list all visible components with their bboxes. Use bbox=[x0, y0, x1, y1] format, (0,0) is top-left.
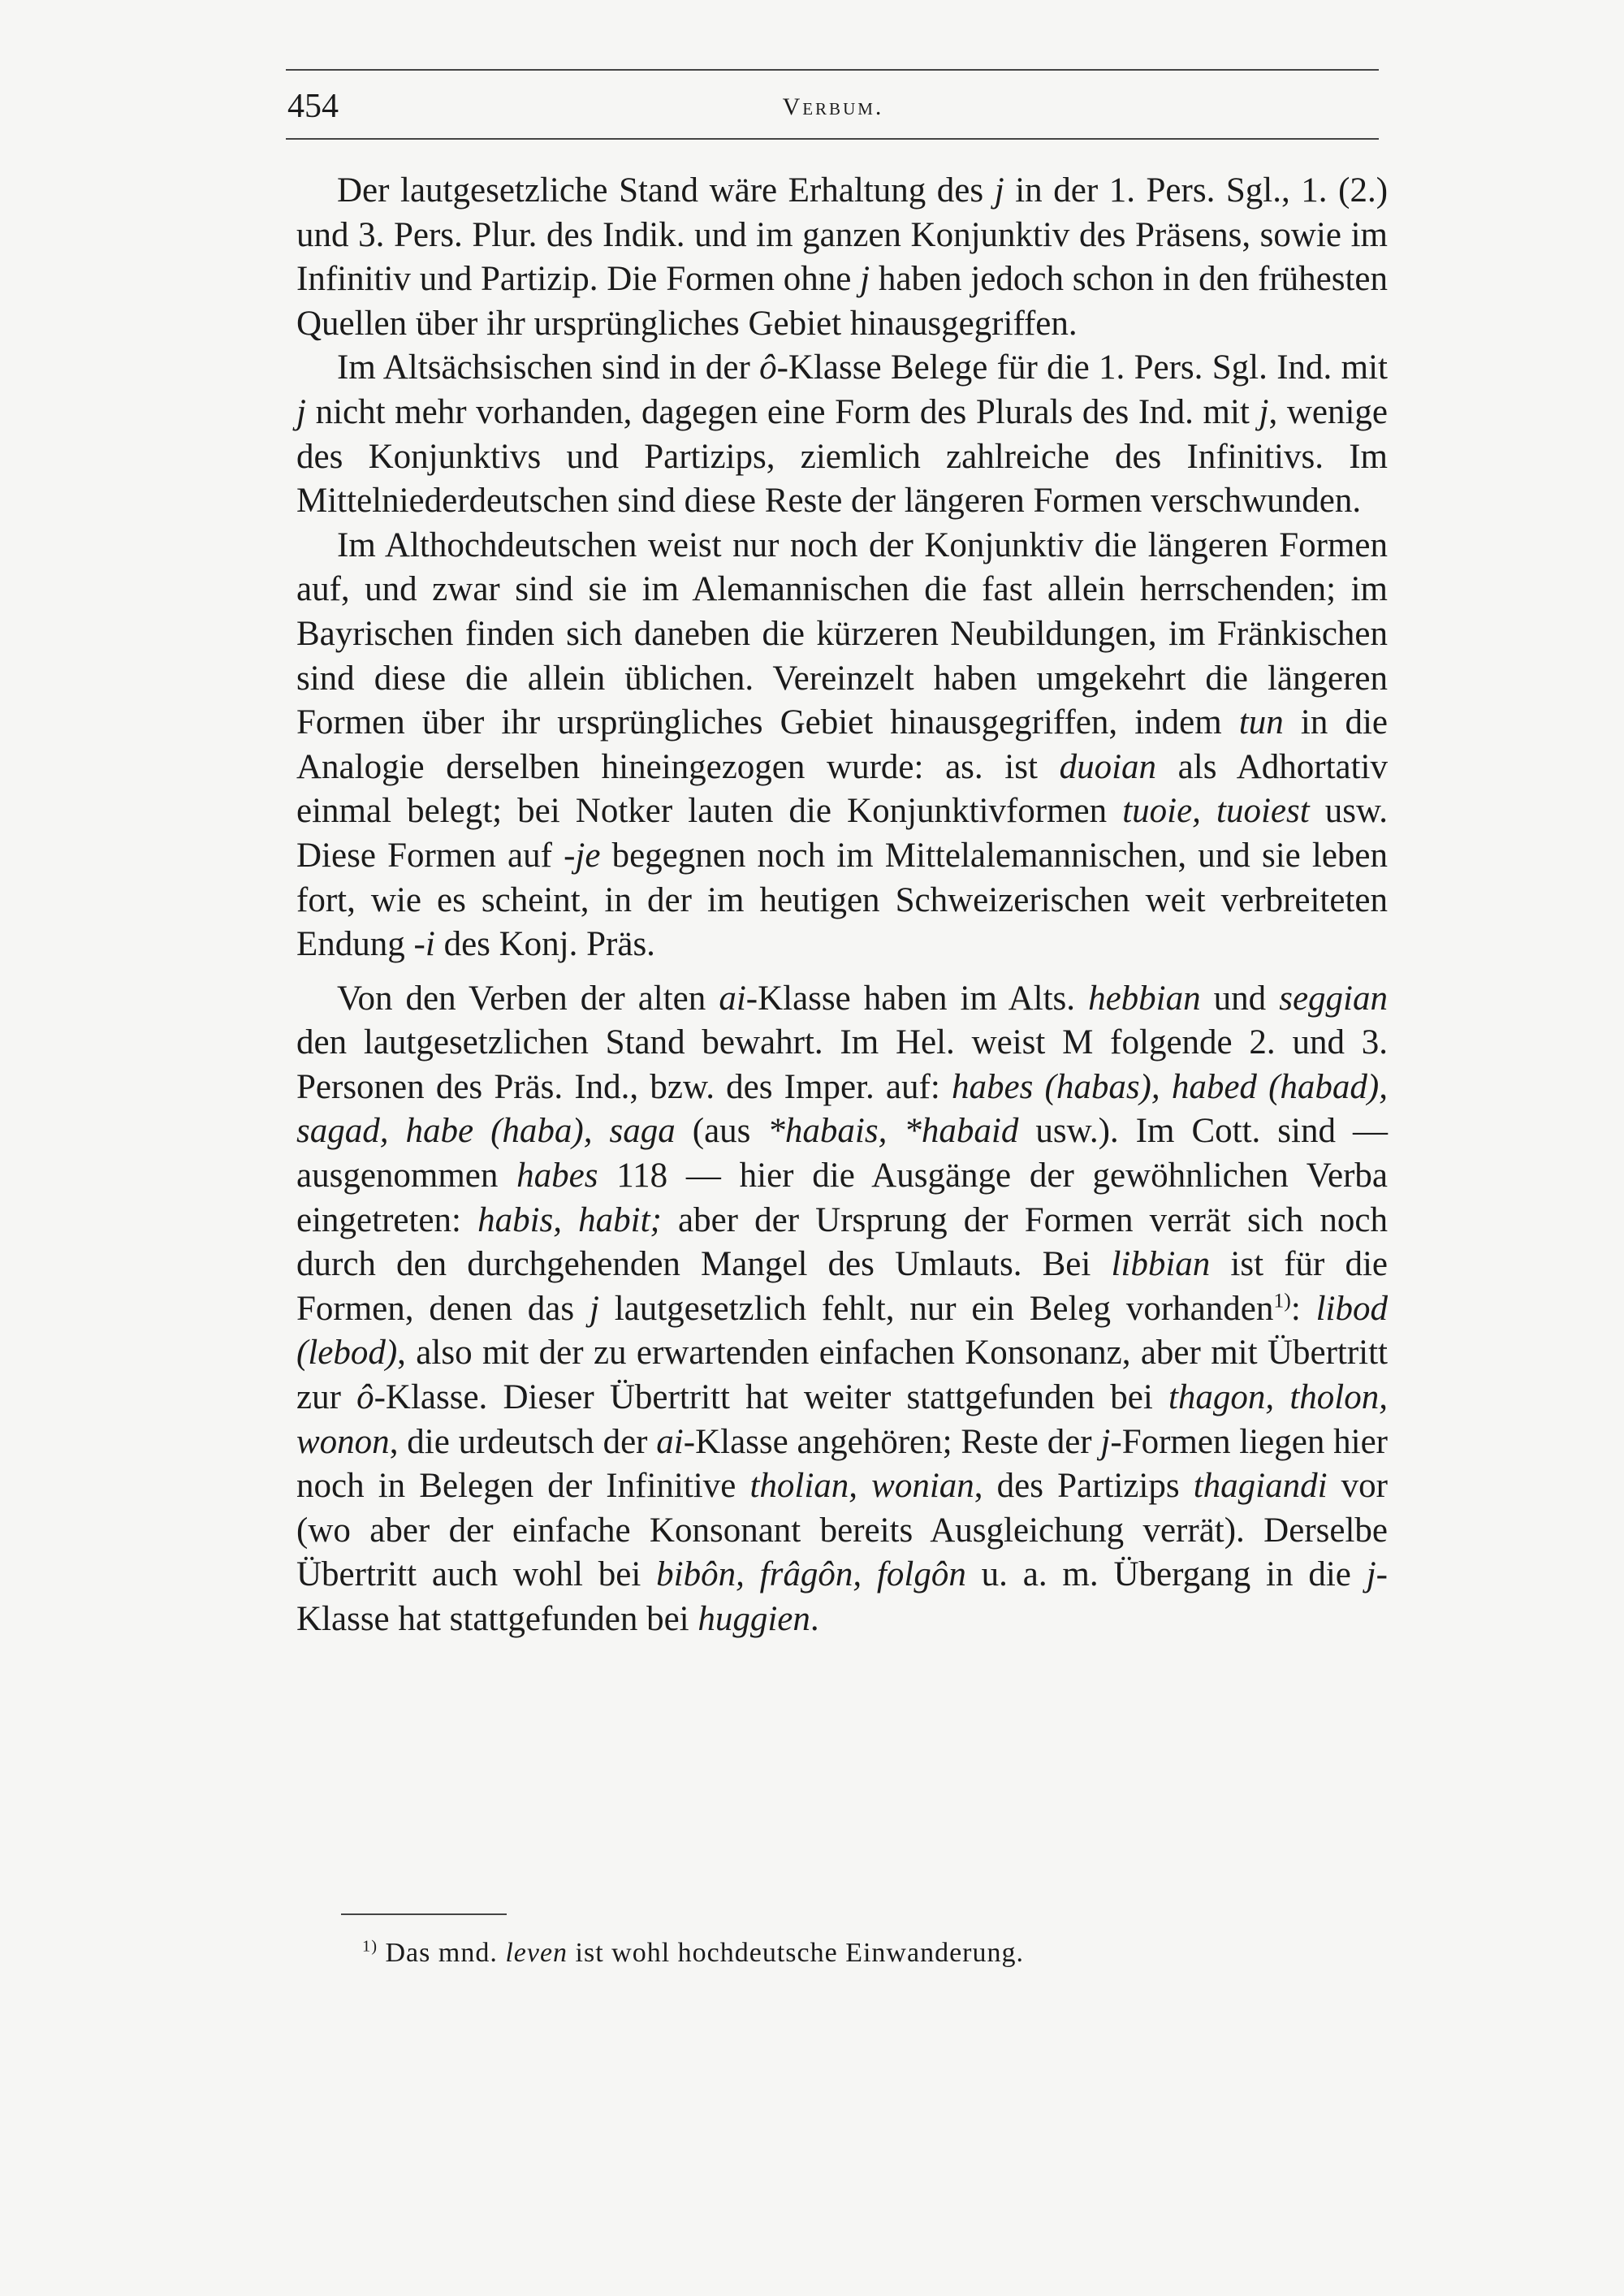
text-span: ist für die Formen, denen das bbox=[296, 1245, 1388, 1328]
text-span: , die urdeutsch der bbox=[389, 1422, 657, 1461]
italic-span: libbian bbox=[1111, 1245, 1211, 1284]
page-header bbox=[287, 81, 1379, 132]
text-span: 118 — hier die Ausgänge der gewöhnlichen Verba eingetreten: bbox=[296, 1157, 1388, 1239]
paragraph bbox=[296, 346, 1388, 523]
text-span: Von den Verben der alten bbox=[337, 979, 719, 1018]
running-head: Verbum. bbox=[782, 93, 884, 120]
italic-span: ô bbox=[759, 348, 777, 387]
paragraph bbox=[296, 169, 1388, 346]
italic-span: bibôn, frâgôn, folgôn bbox=[656, 1555, 966, 1594]
italic-span: j bbox=[589, 1289, 599, 1328]
text-span: Der lautgesetzliche Stand wäre Erhaltung des bbox=[337, 171, 995, 210]
text-span: ist wohl hochdeutsche Einwanderung. bbox=[568, 1938, 1024, 1968]
text-span: -Klasse angehören; Reste der bbox=[683, 1422, 1101, 1461]
text-span: in die Analogie derselben hineingezogen wurde: as. ist bbox=[296, 703, 1388, 786]
italic-span: libod (lebod) bbox=[296, 1289, 1388, 1373]
italic-span: -je bbox=[564, 836, 601, 875]
italic-span: thagiandi bbox=[1193, 1467, 1328, 1506]
italic-span: j bbox=[296, 392, 306, 431]
italic-span: habes bbox=[516, 1157, 598, 1196]
footnote bbox=[362, 1936, 1385, 1970]
text-span: Im Althochdeutschen weist nur noch der Konjunktiv die längeren Formen auf, und zwar sind sie im Alemannischen die fast allein herrschenden; im Bayrischen finden sich daneben die kürzeren Neubildungen, im Fränkischen sind diese die allein üblichen. Vereinzelt haben umgekehrt die längeren Formen über ihr ursprüngliches Gebiet hinausgegriffen, indem bbox=[296, 525, 1388, 742]
italic-span: j bbox=[860, 260, 870, 299]
italic-span: habis, habit; bbox=[477, 1200, 662, 1239]
italic-span: j bbox=[1100, 1422, 1111, 1461]
text-span: Das mnd. bbox=[378, 1938, 506, 1968]
italic-span: ai bbox=[719, 979, 746, 1018]
text-span: -Klasse haben im Alts. bbox=[745, 979, 1089, 1018]
text-span: u. a. m. Übergang in die bbox=[965, 1555, 1367, 1594]
header-rule bbox=[286, 138, 1379, 140]
text-span: haben jedoch schon in den frühesten Quellen über ihr ursprüngliches Gebiet hinausgegriffen. bbox=[296, 260, 1388, 343]
footnote-rule bbox=[341, 1913, 507, 1915]
italic-span: ai bbox=[656, 1422, 684, 1461]
italic-span: tun bbox=[1238, 703, 1284, 742]
text-span: des Konj. Präs. bbox=[434, 925, 655, 964]
italic-span: j bbox=[1366, 1555, 1376, 1594]
italic-span: tholian, wonian bbox=[749, 1467, 974, 1506]
italic-span: -i bbox=[413, 925, 435, 964]
text-span: Im Altsächsischen sind in der bbox=[337, 348, 760, 387]
italic-span: j bbox=[994, 171, 1004, 210]
text-span: usw.). Im Cott. sind — ausgenommen bbox=[296, 1112, 1388, 1196]
italic-span: ô bbox=[356, 1378, 374, 1417]
text-span: , wenige des Konjunktivs und Partizips, ziemlich zahlreiche des Infinitivs. Im Mittelniederdeutschen sind diese Reste der längeren Formen verschwunden. bbox=[296, 392, 1389, 521]
footnote-marker: 1) bbox=[362, 1937, 378, 1956]
body-text bbox=[296, 169, 1388, 1642]
text-span: . bbox=[810, 1600, 819, 1638]
italic-span: hebbian bbox=[1088, 979, 1201, 1018]
italic-span: thagon, tholon, wonon bbox=[296, 1378, 1389, 1461]
text-span: -Klasse. Dieser Übertritt hat weiter stattgefunden bei bbox=[374, 1378, 1168, 1417]
text-span: : bbox=[1290, 1289, 1316, 1328]
text-span: begegnen noch im Mittelalemannischen, und sie leben fort, wie es scheint, in der im heutigen Schweizerischen weit verbreiteten Endung bbox=[296, 836, 1389, 964]
text-span: und bbox=[1200, 979, 1280, 1018]
text-span: -Klasse hat stattgefunden bei bbox=[296, 1555, 1388, 1638]
italic-span: leven bbox=[505, 1938, 568, 1968]
text-span: , des Partizips bbox=[974, 1467, 1194, 1506]
text-span: usw. Diese Formen auf bbox=[296, 792, 1389, 875]
page-number: 454 bbox=[287, 88, 339, 125]
top-rule bbox=[286, 69, 1379, 71]
italic-span: j bbox=[1259, 392, 1269, 431]
italic-span: huggien bbox=[698, 1600, 810, 1638]
footnote-marker: 1) bbox=[1273, 1288, 1291, 1312]
text-span: in der 1. Pers. Sgl., 1. (2.) und 3. Pers. Plur. des Indik. und im ganzen Konjunktiv des Präsens, sowie im Infinitiv und Partizip. Die Formen ohne bbox=[296, 171, 1389, 299]
text-span: aber der Ursprung der Formen verrät sich noch durch den durchgehenden Mangel des Umlauts. Bei bbox=[296, 1200, 1388, 1284]
text-span: -Klasse Belege für die 1. Pers. Sgl. Ind. mit bbox=[776, 348, 1388, 387]
text-span: als Adhortativ einmal belegt; bei Notker lauten die Konjunktivformen bbox=[296, 747, 1388, 831]
italic-span: duoian bbox=[1059, 747, 1157, 786]
text-span: , also mit der zu erwartenden einfachen Konsonanz, aber mit Übertritt zur bbox=[296, 1334, 1388, 1417]
text-span: nicht mehr vorhanden, dagegen eine Form des Plurals des Ind. mit bbox=[305, 392, 1259, 431]
paragraph bbox=[296, 524, 1388, 967]
text-span: den lautgesetzlichen Stand bewahrt. Im Hel. weist M folgende 2. und 3. Personen des Präs. Ind., bzw. des Imper. auf: bbox=[296, 1023, 1388, 1106]
italic-span: habes (habas), habed (habad), sagad, habe (haba), saga bbox=[296, 1067, 1388, 1151]
paragraph bbox=[296, 977, 1388, 1642]
text-span: lautgesetzlich fehlt, nur ein Beleg vorhanden bbox=[598, 1289, 1274, 1328]
italic-span: *habais, *habaid bbox=[767, 1112, 1019, 1151]
text-span: vor (wo aber der einfache Konsonant bereits Ausgleichung verrät). Derselbe Übertritt auch wohl bei bbox=[296, 1467, 1388, 1594]
italic-span: seggian bbox=[1279, 979, 1388, 1018]
text-span: (aus bbox=[675, 1112, 768, 1151]
italic-span: tuoie, tuoiest bbox=[1122, 792, 1310, 831]
text-span: -Formen liegen hier noch in Belegen der Infinitive bbox=[296, 1422, 1388, 1506]
